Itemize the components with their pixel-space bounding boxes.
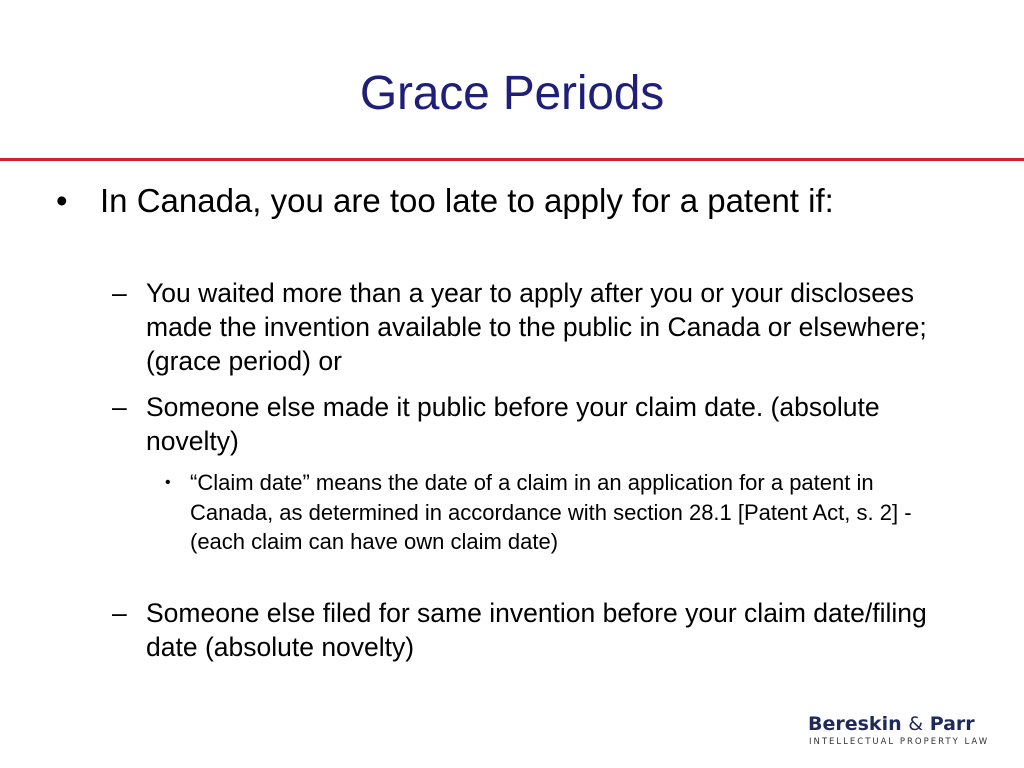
dash-icon: – — [112, 278, 127, 308]
logo-name-part2: Parr — [929, 713, 975, 735]
logo-tagline: INTELLECTUAL PROPERTY LAW — [809, 737, 990, 747]
note-text: “Claim date” means the date of a claim in an application for a patent in Canada, as determined in accordance with section 28.1 [Patent Act, s. 2] - (each claim can have own claim date) — [190, 470, 912, 554]
main-point-text: In Canada, you are too late to apply for a patent if: — [100, 182, 834, 219]
dash-icon: – — [112, 392, 127, 422]
logo-name — [808, 712, 975, 736]
sub-point-text: Someone else filed for same invention before your claim date/filing date (absolute novelty) — [146, 598, 927, 662]
logo-ampersand: & — [908, 713, 924, 735]
note-claim-date — [165, 468, 960, 557]
sub-point-text: Someone else made it public before your claim date. (absolute novelty) — [146, 392, 880, 456]
sub-point-public-disclosure — [112, 390, 946, 458]
dash-icon: – — [112, 598, 127, 628]
logo-name-part1: Bereskin — [808, 713, 902, 735]
bullet-dot-icon: • — [165, 474, 171, 491]
sub-point-prior-filing — [112, 596, 946, 664]
bereskin-parr-logo — [808, 712, 990, 752]
bullet-main-point — [56, 182, 960, 220]
slide-title: Grace Periods — [359, 67, 665, 120]
bullet-dot-icon: • — [56, 182, 68, 219]
sub-point-grace-period — [112, 276, 946, 378]
sub-point-text: You waited more than a year to apply after you or your disclosees made the invention available to the public in Canada or elsewhere; (grace period) or — [146, 278, 927, 376]
